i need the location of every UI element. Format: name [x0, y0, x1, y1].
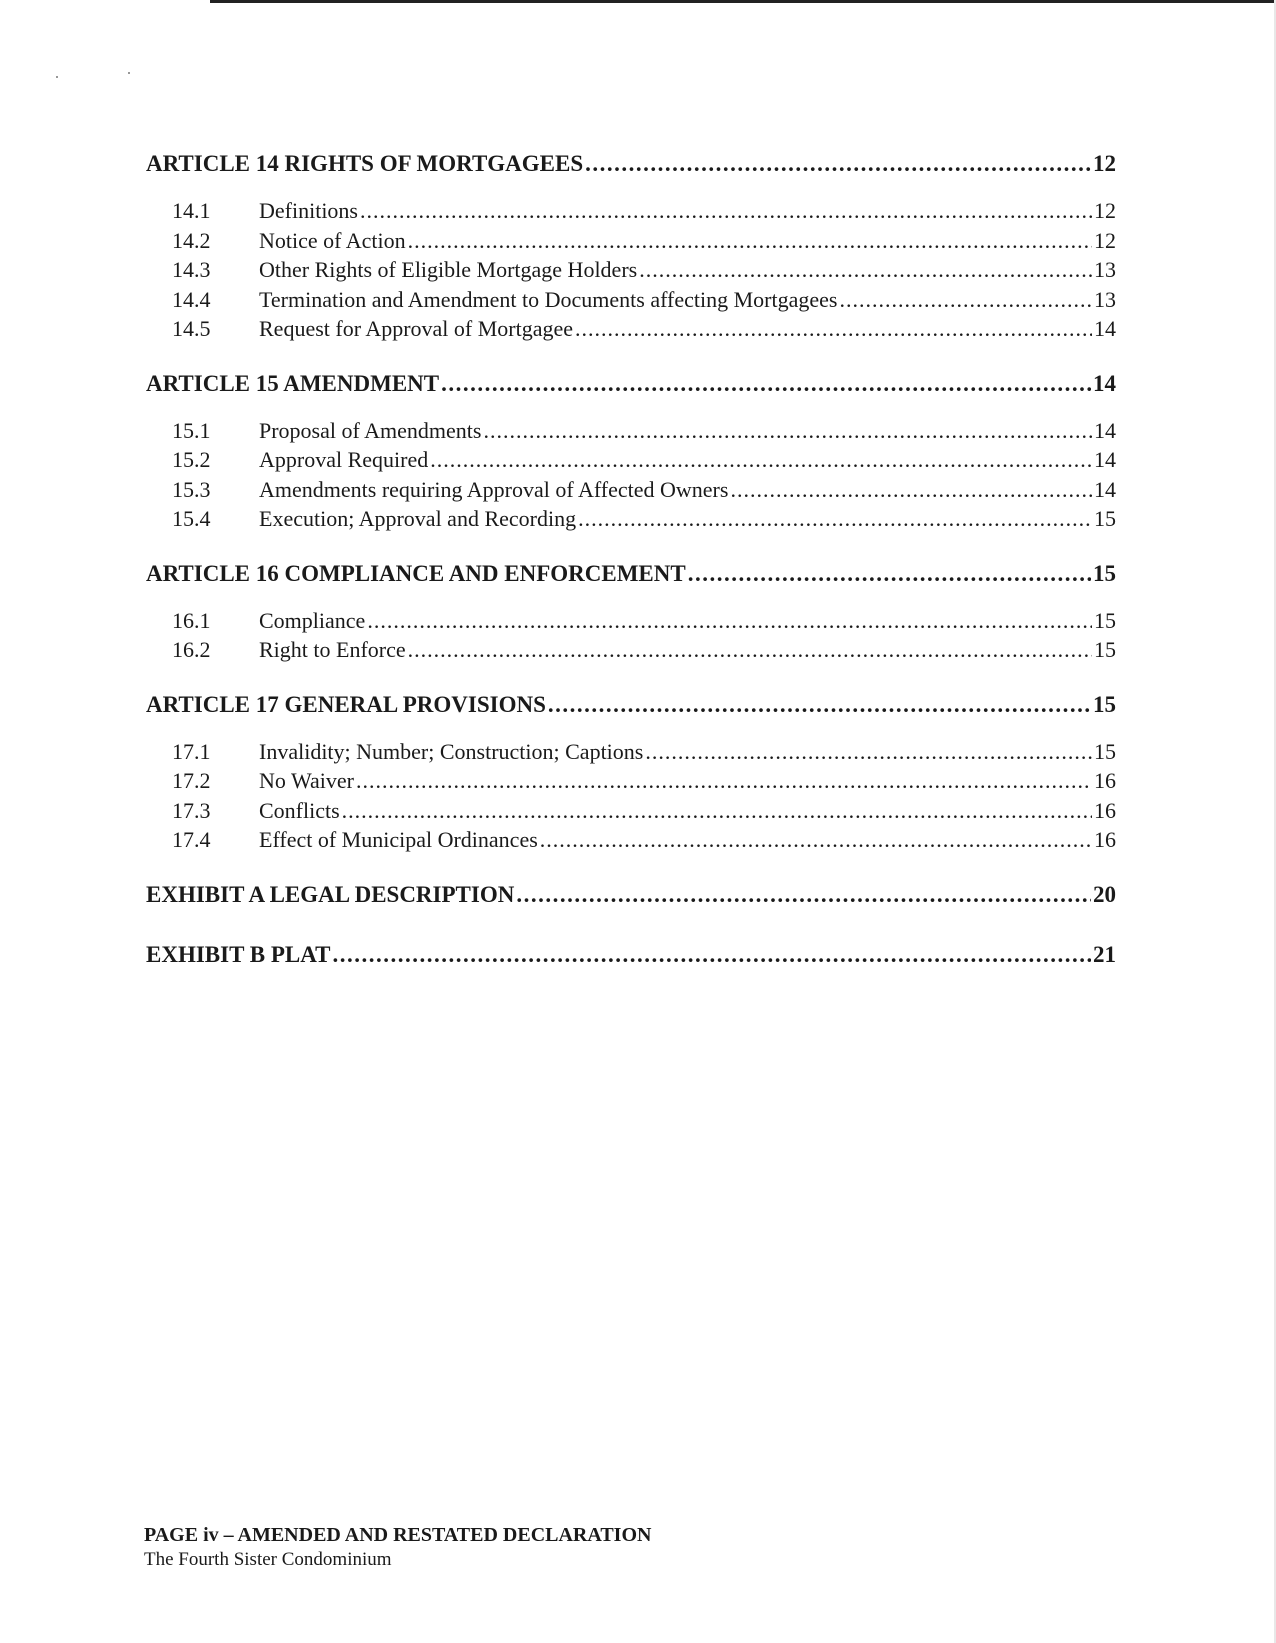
toc-section-entry[interactable] — [146, 416, 1116, 446]
article-title: ARTICLE 15 AMENDMENT — [146, 370, 440, 396]
section-page-number: 16 — [1094, 768, 1116, 793]
exhibit-title: EXHIBIT A LEGAL DESCRIPTION — [146, 881, 515, 907]
toc-section-entry[interactable] — [146, 635, 1116, 665]
section-list — [146, 416, 1116, 534]
section-number: 17.2 — [172, 768, 211, 793]
dot-leader — [367, 606, 1092, 636]
section-page-number: 16 — [1094, 827, 1116, 852]
article-page-number: 15 — [1093, 691, 1116, 717]
section-page-number: 13 — [1094, 286, 1116, 312]
section-page-number: 15 — [1094, 506, 1116, 531]
section-page-number: 14 — [1094, 476, 1116, 502]
section-number: 15.2 — [172, 447, 211, 472]
page-footer — [144, 1522, 944, 1572]
toc-article-heading[interactable] — [146, 556, 1116, 592]
toc-section-entry[interactable] — [146, 606, 1116, 636]
toc-section-entry[interactable] — [146, 255, 1116, 285]
section-title: Other Rights of Eligible Mortgage Holders — [259, 257, 638, 282]
dot-leader — [639, 255, 1092, 285]
dot-leader — [730, 475, 1092, 505]
dot-leader — [548, 687, 1091, 723]
section-page-number: 12 — [1094, 227, 1116, 253]
toc-section-entry[interactable] — [146, 825, 1116, 855]
dot-leader — [408, 635, 1092, 665]
section-title: Amendments requiring Approval of Affected Owners — [259, 476, 729, 502]
exhibit-page-number: 20 — [1093, 881, 1116, 907]
section-page-number: 14 — [1094, 316, 1116, 341]
section-title: No Waiver — [259, 768, 354, 793]
dot-leader — [441, 366, 1091, 402]
section-number: 16.2 — [172, 637, 211, 662]
section-title: Compliance — [259, 607, 366, 633]
section-title: Proposal of Amendments — [259, 417, 482, 443]
toc-section-entry[interactable] — [146, 766, 1116, 796]
section-number: 17.4 — [172, 827, 211, 852]
dot-leader — [356, 766, 1092, 796]
toc-section-entry[interactable] — [146, 475, 1116, 505]
section-page-number: 14 — [1094, 447, 1116, 472]
section-page-number: 15 — [1094, 738, 1116, 764]
article-title: ARTICLE 14 RIGHTS OF MORTGAGEES — [146, 151, 584, 176]
section-number: 14.1 — [172, 198, 211, 223]
toc-article-heading[interactable] — [146, 146, 1116, 182]
exhibit-title: EXHIBIT B PLAT — [146, 941, 331, 967]
dot-leader — [342, 796, 1092, 826]
dot-leader — [839, 285, 1092, 315]
toc-article-14 — [146, 146, 1116, 344]
toc-section-entry[interactable] — [146, 504, 1116, 534]
dot-leader — [585, 146, 1091, 182]
toc-section-entry[interactable] — [146, 285, 1116, 315]
toc-section-entry[interactable] — [146, 445, 1116, 475]
toc-article-heading[interactable] — [146, 687, 1116, 723]
section-title: Request for Approval of Mortgagee — [259, 316, 574, 341]
section-number: 17.3 — [172, 797, 211, 823]
toc-exhibit-b[interactable] — [146, 937, 1116, 973]
section-page-number: 13 — [1094, 257, 1116, 282]
section-page-number: 14 — [1094, 417, 1116, 443]
section-number: 14.4 — [172, 286, 211, 312]
article-page-number: 12 — [1093, 151, 1116, 176]
dot-leader — [575, 314, 1092, 344]
dot-leader — [483, 416, 1092, 446]
section-title: Invalidity; Number; Construction; Captions — [259, 738, 644, 764]
section-number: 14.3 — [172, 257, 211, 282]
table-of-contents — [146, 146, 1116, 973]
section-page-number: 15 — [1094, 637, 1116, 662]
dot-leader — [688, 556, 1091, 592]
article-title: ARTICLE 16 COMPLIANCE AND ENFORCEMENT — [146, 560, 686, 586]
toc-article-15 — [146, 366, 1116, 534]
section-title: Notice of Action — [259, 227, 406, 253]
dot-leader — [360, 196, 1092, 226]
section-number: 17.1 — [172, 738, 211, 764]
scan-speck — [56, 76, 58, 78]
toc-section-entry[interactable] — [146, 196, 1116, 226]
section-list — [146, 737, 1116, 855]
section-number: 14.2 — [172, 227, 211, 253]
section-page-number: 15 — [1094, 607, 1116, 633]
dot-leader — [540, 825, 1092, 855]
dot-leader — [332, 937, 1091, 973]
dot-leader — [408, 226, 1092, 256]
section-page-number: 16 — [1094, 797, 1116, 823]
toc-article-16 — [146, 556, 1116, 665]
section-title: Right to Enforce — [259, 637, 406, 662]
section-number: 15.1 — [172, 417, 211, 443]
article-title: ARTICLE 17 GENERAL PROVISIONS — [146, 691, 546, 717]
section-title: Termination and Amendment to Documents affecting Mortgagees — [259, 286, 838, 312]
exhibit-page-number: 21 — [1093, 941, 1116, 967]
scan-speck — [128, 72, 130, 74]
footer-title: PAGE iv – AMENDED AND RESTATED DECLARATION — [144, 1524, 652, 1546]
section-title: Approval Required — [259, 447, 429, 472]
dot-leader — [516, 877, 1091, 913]
dot-leader — [578, 504, 1092, 534]
section-title: Conflicts — [259, 797, 340, 823]
footer-subtitle: The Fourth Sister Condominium — [144, 1549, 392, 1570]
section-title: Execution; Approval and Recording — [259, 506, 577, 531]
toc-section-entry[interactable] — [146, 314, 1116, 344]
section-list — [146, 606, 1116, 665]
section-page-number: 12 — [1094, 198, 1116, 223]
toc-article-heading[interactable] — [146, 366, 1116, 402]
dot-leader — [645, 737, 1092, 767]
section-title: Definitions — [259, 198, 358, 223]
section-list — [146, 196, 1116, 344]
toc-exhibit-a[interactable] — [146, 877, 1116, 913]
toc-section-entry[interactable] — [146, 226, 1116, 256]
article-page-number: 14 — [1093, 370, 1116, 396]
section-title: Effect of Municipal Ordinances — [259, 827, 538, 852]
top-border-line — [210, 0, 1276, 3]
toc-section-entry[interactable] — [146, 796, 1116, 826]
article-page-number: 15 — [1093, 560, 1116, 586]
section-number: 16.1 — [172, 607, 211, 633]
toc-section-entry[interactable] — [146, 737, 1116, 767]
section-number: 15.3 — [172, 476, 211, 502]
section-number: 14.5 — [172, 316, 211, 341]
dot-leader — [430, 445, 1092, 475]
toc-article-17 — [146, 687, 1116, 855]
section-number: 15.4 — [172, 506, 211, 531]
